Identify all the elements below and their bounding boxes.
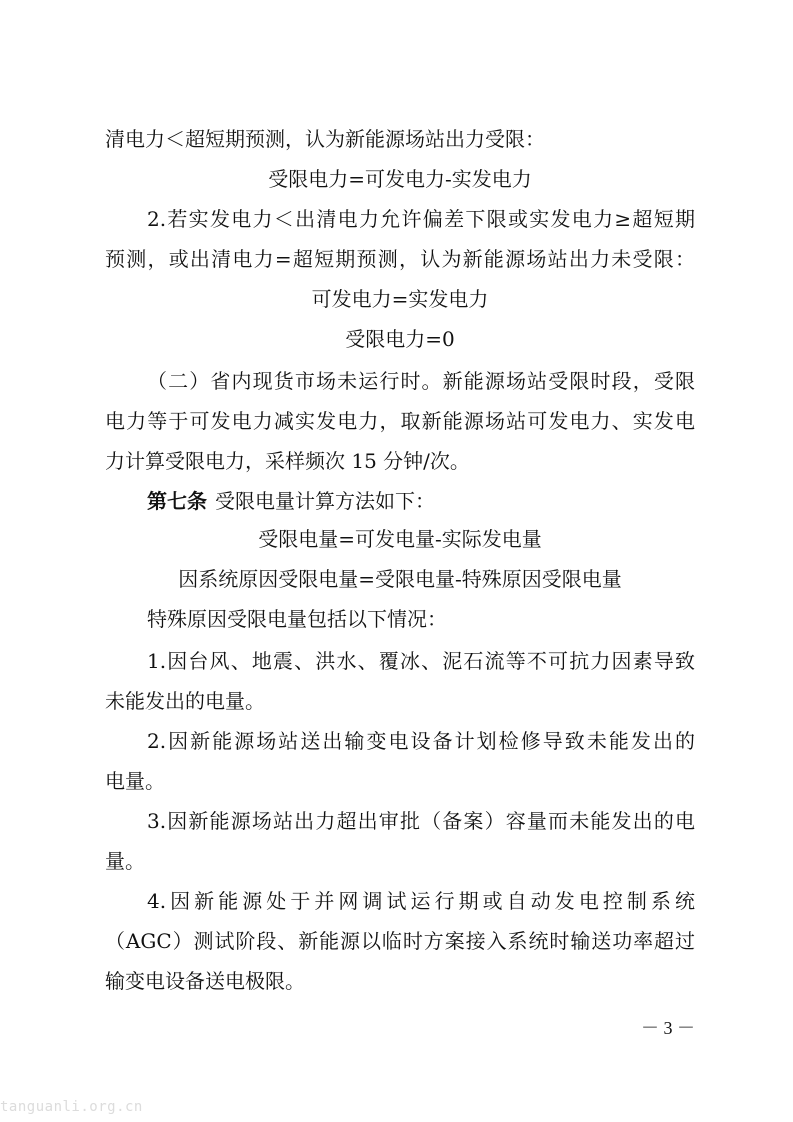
text-line: 电力等于可发电力减实发电力，取新能源场站可发电力、实发电 [105,409,695,433]
text-line: （AGC）测试阶段、新能源以临时方案接入系统时输送功率超过 [105,929,695,953]
text-line: 4.因新能源处于并网调试运行期或自动发电控制系统 [147,889,695,913]
formula-line: 因系统原因受限电量=受限电量-特殊原因受限电量 [178,567,622,591]
formula-line: 可发电力=实发电力 [311,287,489,311]
article-text: 受限电量计算方法如下： [215,489,435,513]
text-line: 未能发出的电量。 [105,689,265,713]
watermark: tanguanli.org.cn [0,1099,143,1115]
formula-line: 受限电量=可发电量-实际发电量 [258,527,542,551]
text-line: 1.因台风、地震、洪水、覆冰、泥石流等不可抗力因素导致 [147,649,695,673]
text-line: 预测，或出清电力=超短期预测，认为新能源场站出力未受限： [105,247,695,271]
text-line: 2.因新能源场站送出输变电设备计划检修导致未能发出的 [147,729,695,753]
formula-line: 受限电力=0 [345,327,455,351]
page-number: － 3 － [641,1018,695,1038]
text-line: 力计算受限电力，采样频次 15 分钟/次。 [105,449,470,473]
article-heading [147,486,695,516]
formula-line: 受限电力=可发电力-实发电力 [268,167,532,191]
text-line: 3.因新能源场站出力超出审批（备案）容量而未能发出的电 [147,809,695,833]
text-line: 量。 [105,849,145,873]
text-line: 特殊原因受限电量包括以下情况： [147,607,447,631]
article-label: 第七条 [147,489,207,513]
text-line: 2.若实发电力＜出清电力允许偏差下限或实发电力≥超短期 [147,207,695,231]
text-line: 输变电设备送电极限。 [105,969,305,993]
text-line: 电量。 [105,769,165,793]
text-line: （二）省内现货市场未运行时。新能源场站受限时段，受限 [147,369,695,393]
text-line: 清电力＜超短期预测，认为新能源场站出力受限： [105,127,545,151]
